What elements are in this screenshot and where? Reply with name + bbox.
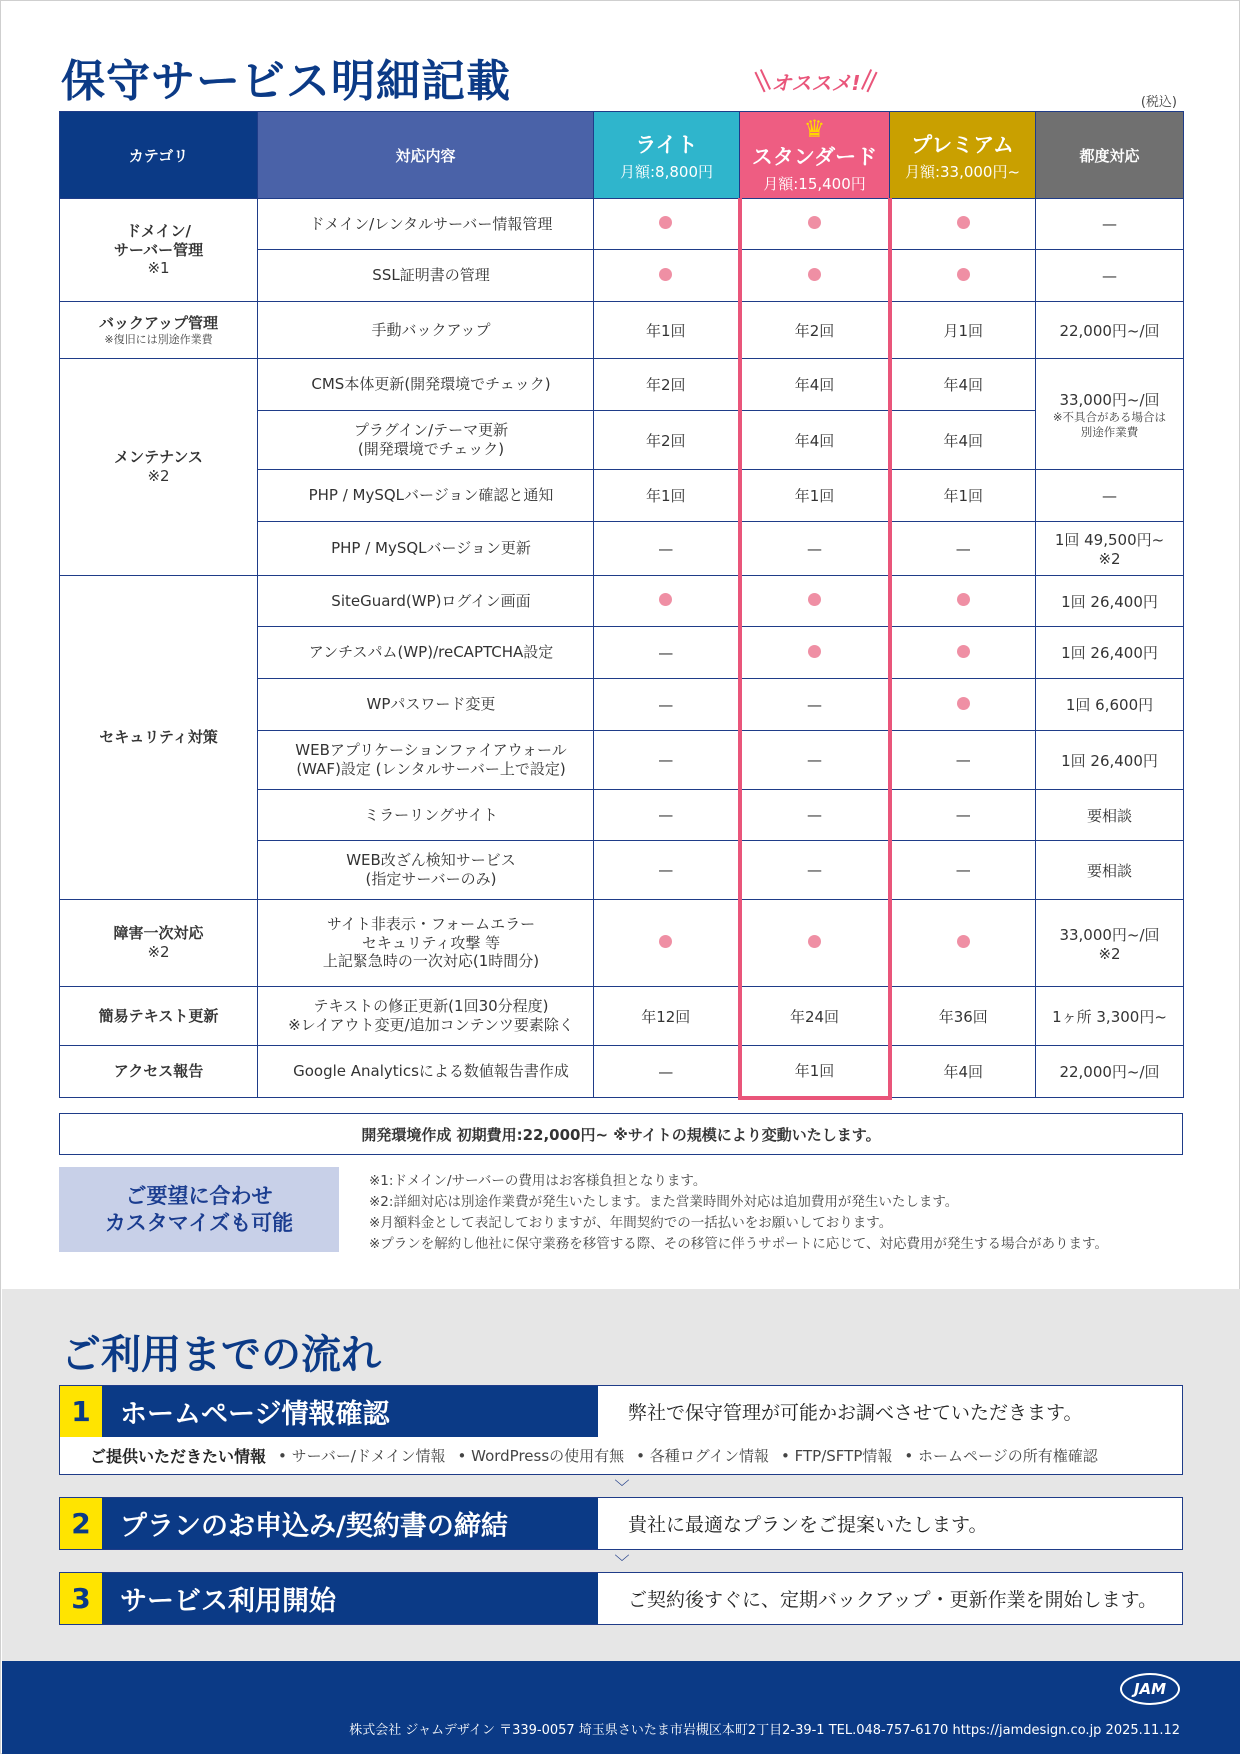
item-cell: SSL証明書の管理 xyxy=(258,250,594,302)
circle-mark-icon xyxy=(659,935,672,948)
step-description: ご契約後すぐに、定期バックアップ・更新作業を開始します。 xyxy=(628,1589,1158,1611)
plan-price-standard: 月額:15,400円 xyxy=(763,174,866,193)
category-security xyxy=(60,576,258,900)
category-label: セキュリティ対策 xyxy=(99,728,218,747)
customize-line: ご要望に合わせ xyxy=(125,1184,273,1209)
lite-cell: — xyxy=(594,841,740,900)
circle-mark-icon xyxy=(957,697,970,710)
once-cell: 1ヶ所 3,300円~ xyxy=(1036,987,1184,1046)
flow-title: ご利用までの流れ xyxy=(61,1332,381,1378)
premium-cell xyxy=(890,679,1036,731)
header-once: 都度対応 xyxy=(1036,112,1184,199)
item-line: セキュリティ攻撃 等 xyxy=(361,933,501,952)
step-description: 弊社で保守管理が可能かお調べさせていただきます。 xyxy=(628,1402,1083,1424)
item-cell: 手動バックアップ xyxy=(258,302,594,359)
standard-cell: — xyxy=(740,841,890,900)
once-value: 1回 49,500円~ xyxy=(1054,531,1165,549)
once-cell xyxy=(1036,359,1184,470)
item-line: プラグイン/テーマ更新 xyxy=(353,421,509,440)
flow-step-2 xyxy=(59,1497,1183,1550)
premium-cell: 年4回 xyxy=(890,359,1036,411)
circle-mark-icon xyxy=(808,645,821,658)
plan-name-premium: プレミアム xyxy=(911,132,1014,157)
once-cell: 1回 26,400円 xyxy=(1036,731,1184,790)
item-line: WEBアプリケーションファイアウォール xyxy=(295,741,567,760)
once-cell: 1回 26,400円 xyxy=(1036,576,1184,627)
customize-box xyxy=(59,1167,339,1252)
item-cell xyxy=(258,987,594,1046)
lite-cell xyxy=(594,900,740,987)
step-number: 1 xyxy=(60,1386,102,1437)
category-label: サーバー管理 xyxy=(113,240,204,259)
circle-mark-icon xyxy=(957,216,970,229)
item-line: ※レイアウト変更/追加コンテンツ要素除く xyxy=(288,1016,574,1034)
category-text-update xyxy=(60,987,258,1046)
lite-cell: — xyxy=(594,731,740,790)
circle-mark-icon xyxy=(957,645,970,658)
item-line: 上記緊急時の一次対応(1時間分) xyxy=(322,952,540,971)
step-number: 2 xyxy=(60,1498,102,1549)
circle-mark-icon xyxy=(808,216,821,229)
premium-cell: 年4回 xyxy=(890,411,1036,470)
once-cell xyxy=(1036,900,1184,987)
category-note: ※1 xyxy=(147,259,170,278)
category-incident xyxy=(60,900,258,987)
header-plan-standard xyxy=(740,112,890,199)
category-label: 障害一次対応 xyxy=(113,924,204,943)
step-description: 貴社に最適なプランをご提案いたします。 xyxy=(628,1514,988,1536)
standard-cell: — xyxy=(740,679,890,731)
item-line: テキストの修正更新(1回30分程度) xyxy=(313,997,549,1016)
lite-cell: — xyxy=(594,522,740,576)
premium-cell xyxy=(890,627,1036,679)
item-cell xyxy=(258,731,594,790)
once-cell: 22,000円~/回 xyxy=(1036,1046,1184,1098)
required-info xyxy=(59,1437,1183,1475)
category-note: ※2 xyxy=(147,467,170,485)
item-cell: PHP / MySQLバージョン確認と通知 xyxy=(258,470,594,522)
circle-mark-icon xyxy=(808,593,821,606)
required-info-item: • 各種ログイン情報 xyxy=(636,1447,770,1465)
premium-cell: — xyxy=(890,522,1036,576)
standard-cell xyxy=(740,900,890,987)
category-maintenance xyxy=(60,359,258,576)
circle-mark-icon xyxy=(957,935,970,948)
footnote: ※プランを解約し他社に保守業務を移管する際、その移管に伴うサポートに応じて、対応費用が発生する場合があります。 xyxy=(369,1236,1108,1252)
plan-price-lite: 月額:8,800円 xyxy=(620,162,713,181)
premium-cell: — xyxy=(890,841,1036,900)
plan-name-lite: ライト xyxy=(635,132,698,157)
standard-cell: — xyxy=(740,790,890,841)
required-info-item: • FTP/SFTP情報 xyxy=(781,1447,893,1465)
item-cell: CMS本体更新(開発環境でチェック) xyxy=(258,359,594,411)
category-access xyxy=(60,1046,258,1098)
category-label: 簡易テキスト更新 xyxy=(98,1006,219,1025)
footnote: ※2:詳細対応は別途作業費が発生いたします。また営業時間外対応は追加費用が発生いたします。 xyxy=(369,1194,959,1210)
header-plan-premium xyxy=(890,112,1036,199)
category-note: ※復旧には別途作業費 xyxy=(104,332,213,346)
standard-cell xyxy=(740,576,890,627)
required-info-label: ご提供いただきたい情報 xyxy=(90,1447,267,1466)
standard-cell: 年1回 xyxy=(740,470,890,522)
lite-cell xyxy=(594,199,740,250)
table-row xyxy=(60,576,1184,627)
once-cell: 1回 26,400円 xyxy=(1036,627,1184,679)
standard-cell: 年4回 xyxy=(740,359,890,411)
circle-mark-icon xyxy=(957,268,970,281)
item-cell: ミラーリングサイト xyxy=(258,790,594,841)
table-row xyxy=(60,359,1184,411)
item-line: (WAF)設定 (レンタルサーバー上で設定) xyxy=(296,760,566,778)
item-line: サイト非表示・フォームエラー xyxy=(326,914,536,933)
item-line: WEB改ざん検知サービス xyxy=(346,851,516,870)
lite-cell: 年2回 xyxy=(594,359,740,411)
item-cell xyxy=(258,841,594,900)
item-cell xyxy=(258,900,594,987)
footnote: ※1:ドメイン/サーバーの費用はお客様負担となります。 xyxy=(369,1173,707,1189)
service-table xyxy=(59,111,1184,1100)
standard-cell: — xyxy=(740,522,890,576)
lite-cell xyxy=(594,250,740,302)
once-value: 33,000円~/回 xyxy=(1059,390,1160,409)
standard-cell xyxy=(740,250,890,302)
table-header-row xyxy=(60,112,1184,199)
item-cell: PHP / MySQLバージョン更新 xyxy=(258,522,594,576)
category-label: メンテナンス xyxy=(114,448,203,467)
company-logo: JAM xyxy=(1120,1673,1180,1705)
once-cell: 1回 6,600円 xyxy=(1036,679,1184,731)
once-cell: — xyxy=(1036,250,1184,302)
table-row xyxy=(60,900,1184,987)
category-note: ※2 xyxy=(147,943,170,961)
once-cell: — xyxy=(1036,199,1184,250)
circle-mark-icon xyxy=(659,216,672,229)
initial-fee-banner: 開発環境作成 初期費用:22,000円~ ※サイトの規模により変動いたします。 xyxy=(59,1113,1183,1155)
premium-cell: — xyxy=(890,731,1036,790)
recommend-tag: オススメ! xyxy=(741,67,891,96)
standard-cell xyxy=(740,199,890,250)
lite-cell: 年1回 xyxy=(594,302,740,359)
step-title: プランのお申込み/契約書の締結 xyxy=(102,1498,598,1549)
lite-cell: — xyxy=(594,1046,740,1098)
lite-cell: 年2回 xyxy=(594,411,740,470)
standard-cell: 年2回 xyxy=(740,302,890,359)
standard-cell xyxy=(740,627,890,679)
step-number: 3 xyxy=(60,1573,102,1624)
flow-step-1 xyxy=(59,1385,1183,1438)
circle-mark-icon xyxy=(957,593,970,606)
circle-mark-icon xyxy=(808,268,821,281)
once-cell xyxy=(1036,522,1184,576)
item-cell: WPパスワード変更 xyxy=(258,679,594,731)
premium-cell: 年1回 xyxy=(890,470,1036,522)
header-content: 対応内容 xyxy=(258,112,594,199)
once-note: ※2 xyxy=(1098,944,1121,963)
circle-mark-icon xyxy=(659,268,672,281)
premium-cell: 年4回 xyxy=(890,1046,1036,1098)
header-plan-lite xyxy=(594,112,740,199)
premium-cell xyxy=(890,199,1036,250)
circle-mark-icon xyxy=(808,935,821,948)
lite-cell: — xyxy=(594,679,740,731)
category-label: ドメイン/ xyxy=(125,221,192,240)
required-info-item: • ホームページの所有権確認 xyxy=(904,1447,1098,1465)
category-domain xyxy=(60,199,258,302)
item-line: (指定サーバーのみ) xyxy=(365,870,497,888)
premium-cell: 月1回 xyxy=(890,302,1036,359)
once-cell: — xyxy=(1036,470,1184,522)
standard-cell: — xyxy=(740,731,890,790)
item-line: (開発環境でチェック) xyxy=(357,440,505,458)
lite-cell: 年12回 xyxy=(594,987,740,1046)
premium-cell xyxy=(890,576,1036,627)
item-cell: アンチスパム(WP)/reCAPTCHA設定 xyxy=(258,627,594,679)
lite-cell: — xyxy=(594,627,740,679)
item-cell: Google Analyticsによる数値報告書作成 xyxy=(258,1046,594,1098)
lite-cell: — xyxy=(594,790,740,841)
plan-name-standard: スタンダード xyxy=(751,144,878,169)
category-label: アクセス報告 xyxy=(113,1062,204,1081)
page-title: 保守サービス明細記載 xyxy=(61,56,511,107)
table-row xyxy=(60,302,1184,359)
step-title: サービス利用開始 xyxy=(102,1573,598,1624)
circle-mark-icon xyxy=(659,593,672,606)
item-cell: ドメイン/レンタルサーバー情報管理 xyxy=(258,199,594,250)
once-cell: 要相談 xyxy=(1036,841,1184,900)
step-title: ホームページ情報確認 xyxy=(102,1386,598,1437)
required-info-item: • WordPressの使用有無 xyxy=(457,1447,625,1465)
once-value: 33,000円~/回 xyxy=(1059,925,1160,944)
flow-step-3 xyxy=(59,1572,1183,1625)
customize-line: カスタマイズも可能 xyxy=(104,1210,294,1235)
category-label: バックアップ管理 xyxy=(99,313,218,332)
item-cell xyxy=(258,411,594,470)
standard-cell: 年4回 xyxy=(740,411,890,470)
premium-cell xyxy=(890,250,1036,302)
category-backup xyxy=(60,302,258,359)
table-row xyxy=(60,199,1184,250)
item-cell: SiteGuard(WP)ログイン画面 xyxy=(258,576,594,627)
premium-cell: — xyxy=(890,790,1036,841)
once-note: ※2 xyxy=(1098,550,1121,568)
crown-icon: ♛ xyxy=(803,114,826,143)
once-note: 別途作業費 xyxy=(1080,424,1139,439)
table-row xyxy=(60,987,1184,1046)
tax-note: (税込) xyxy=(1140,95,1177,110)
chevron-down-icon: ﹀ xyxy=(614,1478,630,1496)
standard-cell: 年1回 xyxy=(740,1046,890,1098)
lite-cell xyxy=(594,576,740,627)
premium-cell: 年36回 xyxy=(890,987,1036,1046)
plan-price-premium: 月額:33,000円~ xyxy=(904,162,1021,181)
table-row xyxy=(60,1046,1184,1098)
standard-cell: 年24回 xyxy=(740,987,890,1046)
once-cell: 22,000円~/回 xyxy=(1036,302,1184,359)
lite-cell: 年1回 xyxy=(594,470,740,522)
footnotes xyxy=(369,1171,1108,1255)
premium-cell xyxy=(890,900,1036,987)
footer xyxy=(2,1661,1240,1754)
header-category: カテゴリ xyxy=(60,112,258,199)
footnote: ※月額料金として表記しておりますが、年間契約での一括払いをお願いしております。 xyxy=(369,1215,893,1231)
required-info-item: • サーバー/ドメイン情報 xyxy=(278,1447,446,1465)
chevron-down-icon: ﹀ xyxy=(614,1553,630,1571)
once-note: ※不具合がある場合は xyxy=(1052,409,1167,424)
company-info: 株式会社 ジャムデザイン 〒339-0057 埼玉県さいたま市岩槻区本町2丁目2-39-1 TEL.048-757-6170 https://jamdesign.co.jp 2025.11.12 xyxy=(349,1723,1180,1738)
once-cell: 要相談 xyxy=(1036,790,1184,841)
